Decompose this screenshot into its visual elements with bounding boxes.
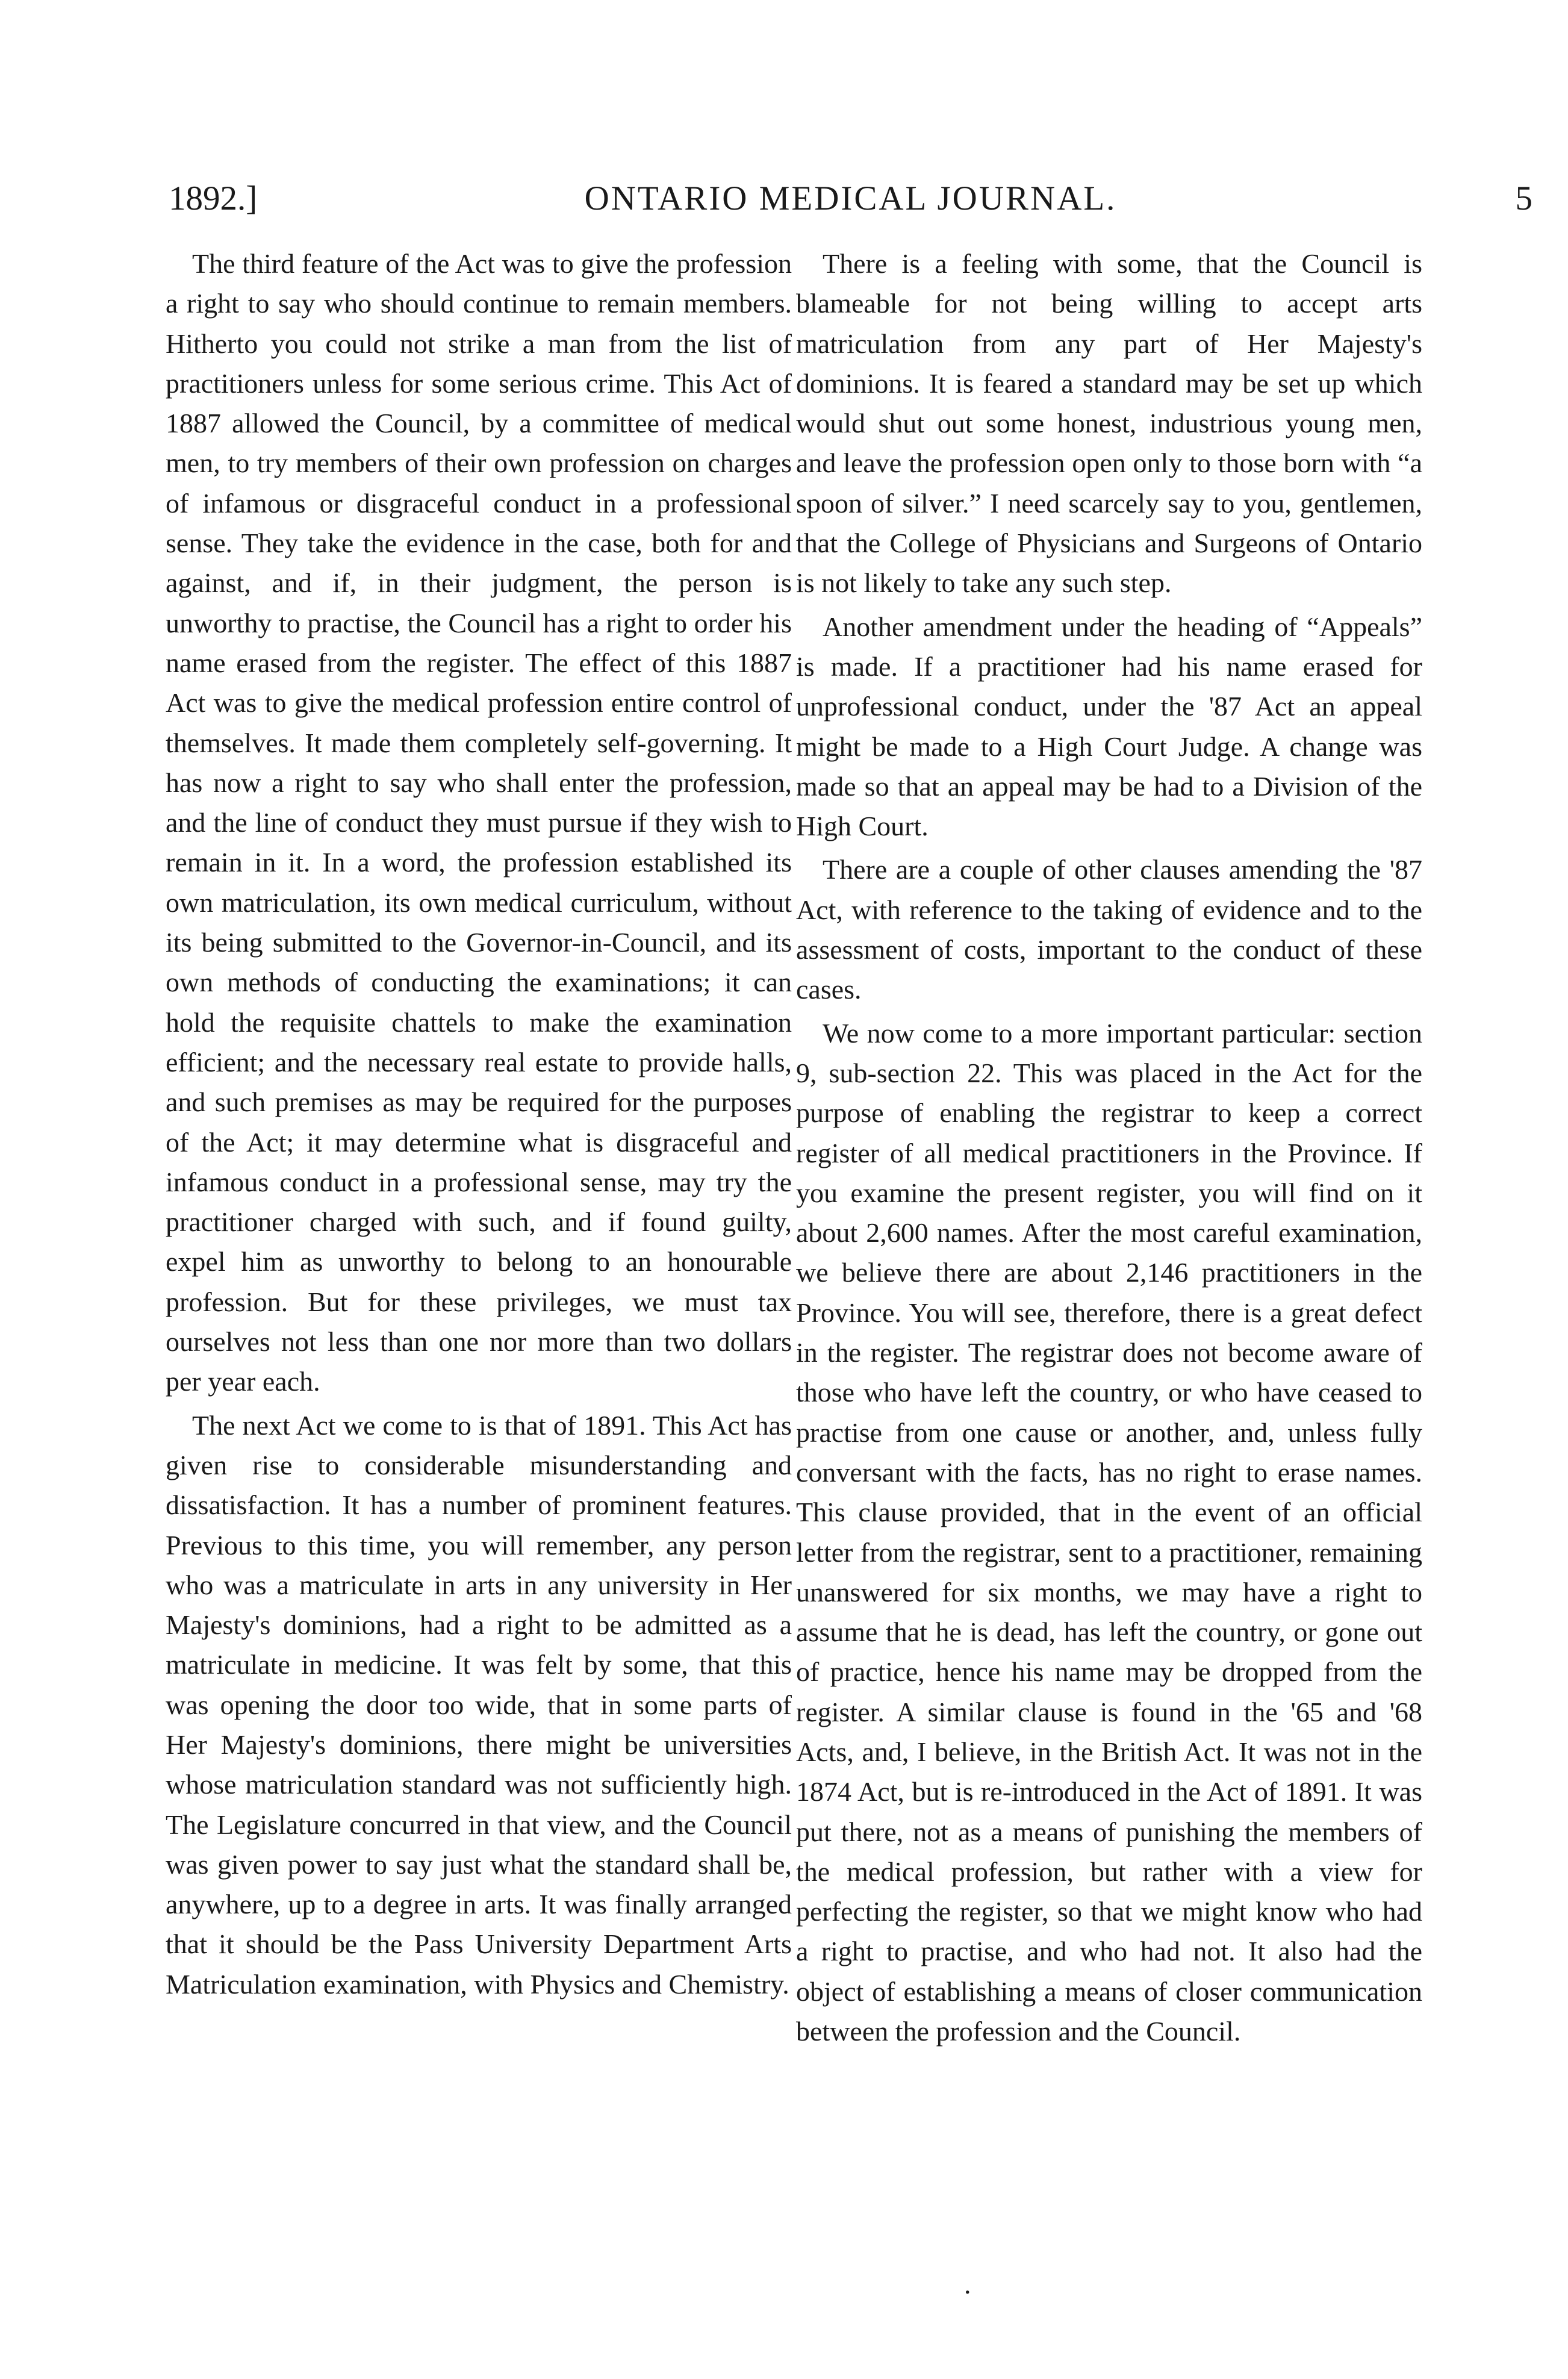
journal-title: ONTARIO MEDICAL JOURNAL. xyxy=(584,179,1117,217)
paragraph: The third feature of the Act was to give the profession a right to say who should continue to remain members. Hitherto you could not strike a man from the list of practitioners unless for some serious crime. This Act of 1887 allowed the Council, by a committee of medical men, to try members of their own profession on charges of infamous or disgraceful conduct in a professional sense. They take the evidence in the case, both for and against, and if, in their judgment, the person is unworthy to practise, the Council has a right to order his name erased from the register. The effect of this 1887 Act was to give the medical profession entire control of themselves. It made them completely self-governing. It has now a right to say who shall enter the profession, and the line of conduct they must pursue if they wish to remain in it. In a word, the profession established its own matriculation, its own medical curriculum, without its being submitted to the Governor-in-Council, and its own methods of conducting the examinations; it can hold the requisite chattels to make the examination efficient; and the necessary real estate to provide halls, and such premises as may be required for the purposes of the Act; it may determine what is disgraceful and infamous conduct in a professional sense, may try the practitioner charged with such, and if found guilty, expel him as unworthy to belong to an honourable profession. But for these privileges, we must tax ourselves not less than one nor more than two dollars per year each. xyxy=(166,248,792,1397)
left-column xyxy=(166,244,792,2008)
paragraph: There is a feeling with some, that the Council is blameable for not being willing to accept arts matriculation from any part of Her Majesty's dominions. It is feared a standard may be set up which would shut out some honest, industrious young men, and leave the profession open only to those born with “a spoon of silver.” I need scarcely say to you, gentlemen, that the College of Physicians and Surgeons of Ontario is not likely to take any such step. xyxy=(796,248,1422,599)
paragraph: The next Act we come to is that of 1891. This Act has given rise to considerable misunderstanding and dissatisfaction. It has a number of prominent features. Previous to this time, you will remember, any person who was a matriculate in arts in any university in Her Majesty's dominions, had a right to be admitted as a matriculate in medicine. It was felt by some, that this was opening the door too wide, that in some parts of Her Majesty's dominions, there might be universities whose matriculation standard was not sufficiently high. The Legislature concurred in that view, and the Council was given power to say just what the standard shall be, anywhere, up to a degree in arts. It was finally arranged that it should be the Pass University Department Arts Matriculation examination, with Physics and Chemistry. xyxy=(166,1409,792,2000)
page-number: 5 xyxy=(1515,179,1532,217)
paragraph: There are a couple of other clauses amending the '87 Act, with reference to the taking of evidence and to the assessment of costs, important to the conduct of these cases. xyxy=(796,854,1422,1005)
running-head xyxy=(169,175,1532,223)
header-year: 1892.] xyxy=(169,179,258,217)
footer-mark: . xyxy=(964,2269,971,2299)
paragraph: We now come to a more important particular: section 9, sub-section 22. This was placed in the Act for the purpose of enabling the registrar to keep a correct register of all medical practitioners in the Province. If you examine the present register, you will find on it about 2,600 names. After the most careful examination, we believe there are about 2,146 practitioners in the Province. You will see, therefore, there is a great defect in the register. The registrar does not become aware of those who have left the country, or who have ceased to practise from one cause or another, and, unless fully conversant with the facts, has no right to erase names. This clause provided, that in the event of an official letter from the registrar, sent to a practitioner, remaining unanswered for six months, we may have a right to assume that he is dead, has left the country, or gone out of practice, hence his name may be dropped from the register. A similar clause is found in the '65 and '68 Acts, and, I believe, in the British Act. It was not in the 1874 Act, but is re-introduced in the Act of 1891. It was put there, not as a means of punishing the members of the medical profession, but rather with a view for perfecting the register, so that we might know who had a right to practise, and who had not. It also had the object of establishing a means of closer communication between the profession and the Council. xyxy=(796,1017,1422,2047)
right-column xyxy=(796,244,1422,2055)
paragraph: Another amendment under the heading of “Appeals” is made. If a practitioner had his name erased for unprofessional conduct, under the '87 Act an appeal might be made to a High Court Judge. A change was made so that an appeal may be had to a Division of the High Court. xyxy=(796,611,1422,842)
